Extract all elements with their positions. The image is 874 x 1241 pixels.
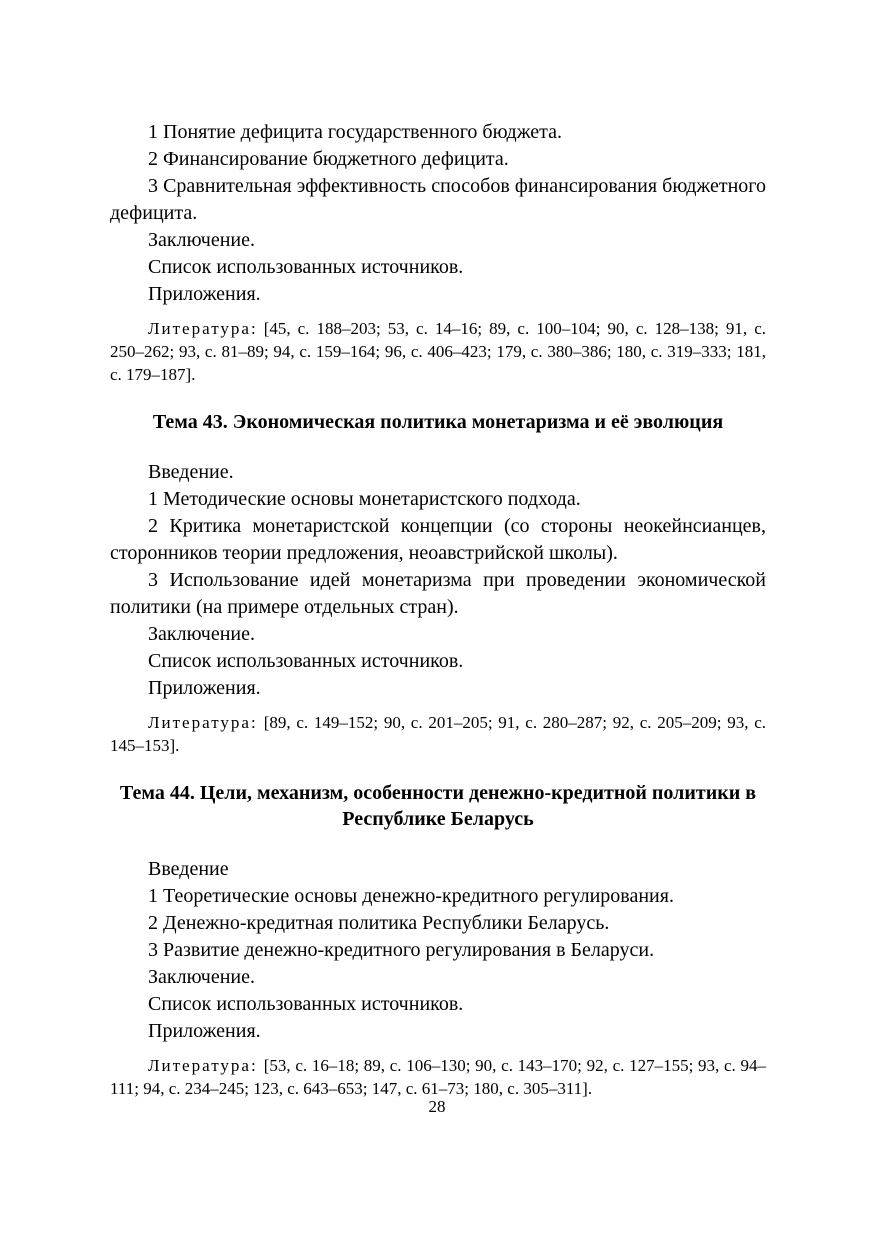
literature-paragraph bbox=[110, 317, 766, 386]
page-content bbox=[110, 119, 766, 1100]
plan-item: Список использованных источников. bbox=[148, 650, 464, 672]
plan-item: Введение. bbox=[148, 461, 234, 483]
literature-label: Литература: bbox=[148, 319, 258, 338]
plan-item: 3 Сравнительная эффективность способов финансирования бюджетного дефицита. bbox=[110, 175, 766, 224]
plan-item: Приложения. bbox=[148, 677, 261, 699]
plan-item: Список использованных источников. bbox=[148, 256, 464, 278]
topic-section-previous bbox=[110, 119, 766, 386]
topic-section-44 bbox=[110, 780, 766, 1100]
plan-item: 1 Понятие дефицита государственного бюджета. bbox=[148, 121, 563, 143]
plan-item: 2 Критика монетаристской концепции (со стороны неокейнсианцев, сторонников теории предложения, неоавстрийской школы). bbox=[110, 515, 766, 564]
topic-section-43 bbox=[110, 409, 766, 757]
literature-references: [53, с. 16–18; 89, с. 106–130; 90, с. 143–170; 92, с. 127–155; 93, с. 94–111; 94, с. 234–245; 123, с. 643–653; 147, с. 61–73; 180, с. 305–311]. bbox=[110, 1056, 766, 1098]
plan-item: 2 Финансирование бюджетного дефицита. bbox=[148, 148, 509, 170]
topic-heading: Тема 44. Цели, механизм, особенности денежно-кредитной политики в Республике Беларусь bbox=[119, 782, 757, 830]
plan-item: 2 Денежно-кредитная политика Республики Беларусь. bbox=[148, 912, 610, 934]
plan-item: Заключение. bbox=[148, 229, 255, 251]
plan-item: Список использованных источников. bbox=[148, 993, 464, 1015]
plan-item: 3 Развитие денежно-кредитного регулирования в Беларуси. bbox=[148, 939, 655, 961]
topic-heading: Тема 43. Экономическая политика монетаризма и её эволюция bbox=[152, 411, 724, 433]
plan-item: 3 Использование идей монетаризма при проведении экономической политики (на примере отдельных стран). bbox=[110, 569, 766, 618]
literature-references: [89, с. 149–152; 90, с. 201–205; 91, с. 280–287; 92, с. 205–209; 93, с. 145–153]. bbox=[110, 713, 766, 755]
literature-label: Литература: bbox=[148, 1056, 258, 1075]
literature-label: Литература: bbox=[148, 713, 258, 732]
plan-item: 1 Методические основы монетаристского подхода. bbox=[148, 488, 581, 510]
literature-references: [45, с. 188–203; 53, с. 14–16; 89, с. 100–104; 90, с. 128–138; 91, с. 250–262; 93, с. 81–89; 94, с. 159–164; 96, с. 406–423; 179, с. 380–386; 180, с. 319–333; 181, с. 179–187]. bbox=[110, 319, 766, 384]
plan-item: Приложения. bbox=[148, 1020, 261, 1042]
page-number: 28 bbox=[428, 1097, 446, 1116]
literature-paragraph bbox=[110, 711, 766, 757]
plan-item: 1 Теоретические основы денежно-кредитного регулирования. bbox=[148, 885, 674, 907]
plan-item: Заключение. bbox=[148, 966, 255, 988]
literature-paragraph bbox=[110, 1054, 766, 1100]
plan-item: Приложения. bbox=[148, 283, 261, 305]
plan-item: Заключение. bbox=[148, 623, 255, 645]
plan-item: Введение bbox=[148, 858, 229, 880]
